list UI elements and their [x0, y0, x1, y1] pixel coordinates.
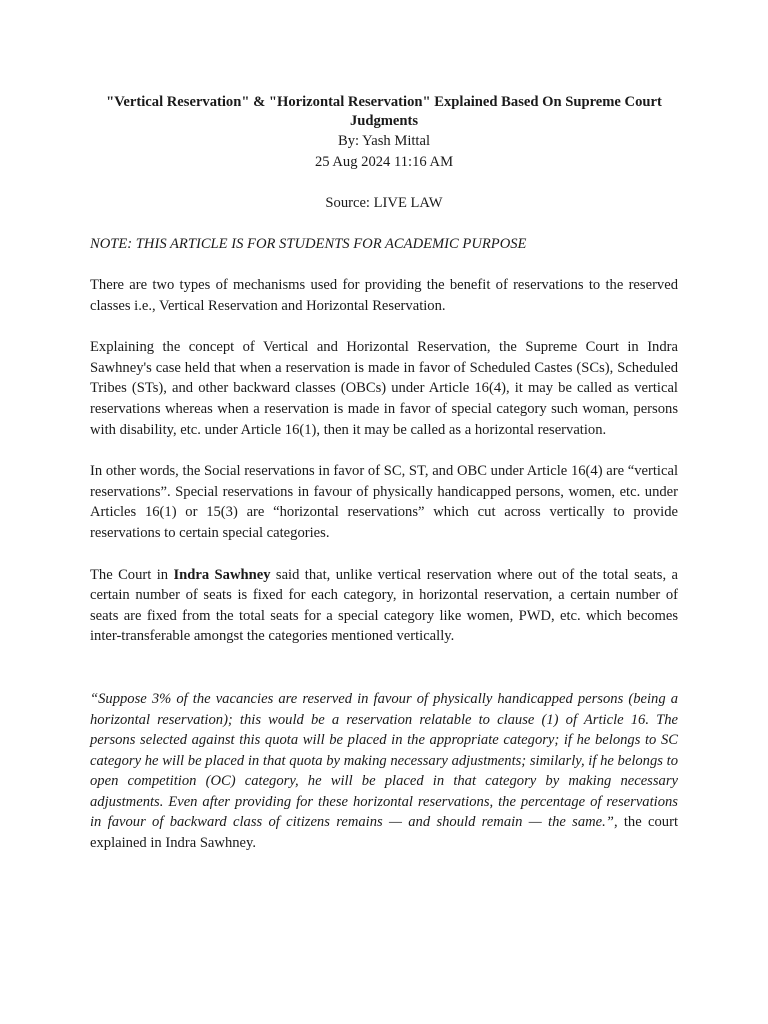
paragraph-other-words: In other words, the Social reservations in favor of SC, ST, and OBC under Article 16(4) are “vertical reservations”. Special reservations in favour of physically handicapped persons, women, etc. under Articles 16(1) or 15(3) are “horizontal reservations” which cut across vertically to provide reservations to certain special categories.: [90, 463, 678, 541]
source-line: Source: LIVE LAW: [325, 195, 443, 211]
paragraph-intro: There are two types of mechanisms used for providing the benefit of reservations to the reserved classes i.e., Vertical Reservation and Horizontal Reservation.: [90, 277, 678, 314]
publish-datetime: 25 Aug 2024 11:16 AM: [314, 154, 454, 170]
byline: By: Yash Mittal: [337, 133, 431, 149]
article-title: "Vertical Reservation" & "Horizontal Reservation" Explained Based On Supreme Court Judgments: [106, 94, 662, 129]
block-quote: [90, 689, 678, 854]
quote-attribution: , the court explained in Indra Sawhney.: [90, 814, 678, 852]
paragraph-court: [90, 565, 678, 647]
quote-text: “Suppose 3% of the vacancies are reserved in favour of physically handicapped persons (being a horizontal reservation); this would be a reservation relatable to clause (1) of Article 16. The persons selected against this quota will be placed in the appropriate category; if he belongs to SC category he will be placed in that quota by making necessary adjustments; similarly, if he belongs to open competition (OC) category, he will be placed in that category by making necessary adjustments. Even after providing for these horizontal reservations, the percentage of reservations in favour of backward class of citizens remains — and should remain — the same.”: [90, 690, 678, 831]
paragraph-court-prefix: The Court in: [90, 566, 174, 583]
paragraph-court-rest: said that, unlike vertical reservation where out of the total seats, a certain number of seats is fixed for each category, in horizontal reservation, a certain number of seats are fixed from the total seats for a special category like women, PWD, etc. which becomes inter-transferable amongst the categories mentioned vertically.: [90, 566, 678, 645]
case-name-bold: Indra Sawhney: [173, 566, 271, 583]
paragraph-concept: Explaining the concept of Vertical and Horizontal Reservation, the Supreme Court in Indra Sawhney's case held that when a reservation is made in favor of Scheduled Castes (SCs), Scheduled Tribes (STs), and other backward classes (OBCs) under Article 16(4), it may be called as vertical reservations whereas when a reservation is made in favor of special category such woman, persons with disability, etc. under Article 16(1), then it may be called as a horizontal reservation.: [90, 339, 678, 438]
academic-note: NOTE: THIS ARTICLE IS FOR STUDENTS FOR ACADEMIC PURPOSE: [90, 236, 527, 252]
article: [90, 93, 678, 854]
